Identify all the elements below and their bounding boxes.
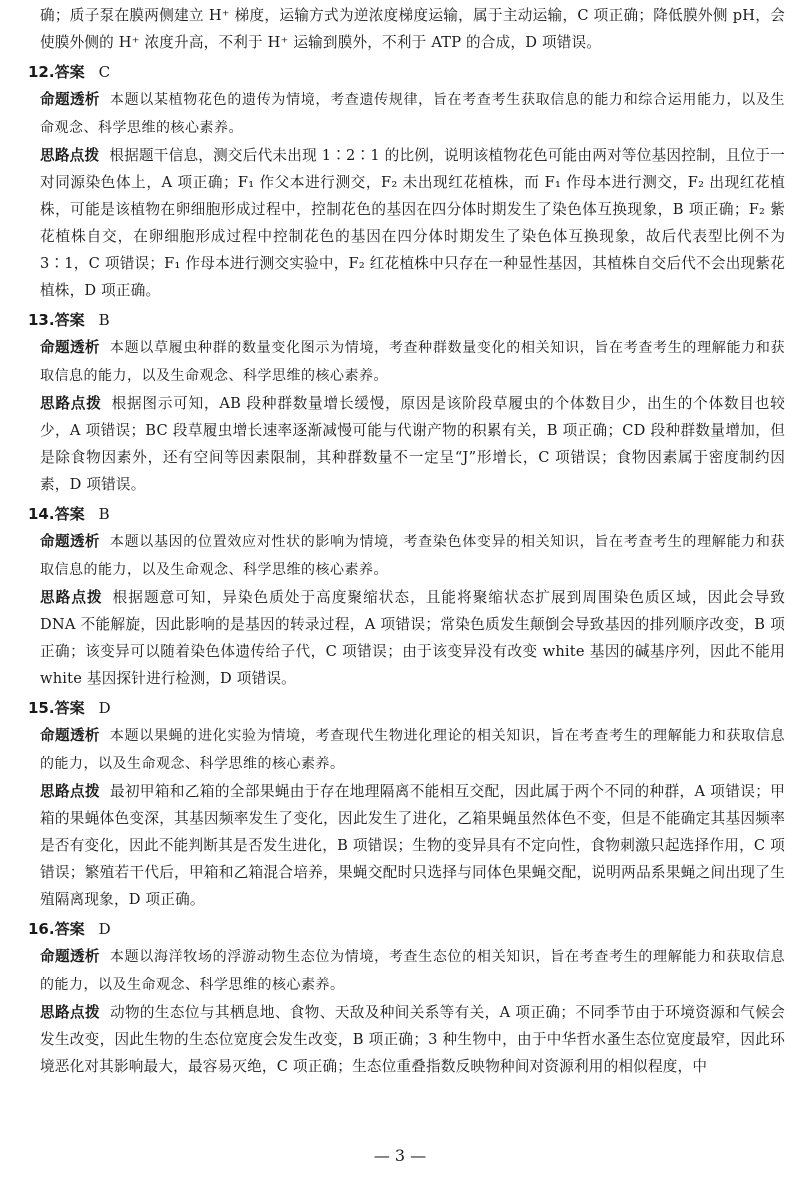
hint-label: 思路点拨 <box>40 1004 100 1021</box>
question-header <box>28 916 773 943</box>
analysis-label: 命题透析 <box>40 339 100 356</box>
answer-value: C <box>98 63 111 81</box>
question-number: 13. <box>28 311 55 329</box>
answer-label: 答案 <box>54 505 85 523</box>
hint-paragraph <box>40 584 785 692</box>
hint-paragraph <box>40 778 785 913</box>
analysis-paragraph <box>40 334 785 390</box>
page-body <box>28 2 785 1080</box>
hint-text: 根据题意可知，异染色质处于高度聚缩状态，且能将聚缩状态扩展到周围染色质区域，因此会导致 DNA 不能解旋，因此影响的是基因的转录过程，A 项错误；常染色质发生颠倒会导致基因的排列顺序改变，B 项正确；该变异可以随着染色体遗传给子代，C 项错误；由于该变异没有改变 white 基因的碱基序列，因此不能用 white 基因探针进行检测，D 项错误。 <box>40 589 785 687</box>
intro-paragraph: 确；质子泵在膜两侧建立 H⁺ 梯度，运输方式为逆浓度梯度运输，属于主动运输，C 项正确；降低膜外侧 pH，会使膜外侧的 H⁺ 浓度升高，不利于 H⁺ 运输到膜外，不利于 ATP 的合成，D 项错误。 <box>40 7 785 51</box>
hint-paragraph <box>40 142 785 304</box>
analysis-text: 本题以果蝇的进化实验为情境，考查现代生物进化理论的相关知识，旨在考查考生的理解能力和获取信息的能力，以及生命观念、科学思维的核心素养。 <box>40 728 785 772</box>
hint-text: 动物的生态位与其栖息地、食物、天敌及种间关系等有关，A 项正确；不同季节由于环境资源和气候会发生改变，因此生物的生态位宽度会发生改变，B 项正确；3 种生物中，由于中华哲水蚤生态位宽度最窄，因此环境恶化对其影响最大，最容易灭绝，C 项正确；生态位重叠指数反映物种间对资源利用的相似程度，中 <box>40 1004 785 1075</box>
hint-paragraph <box>40 999 785 1080</box>
question-header <box>28 501 773 528</box>
answer-label: 答案 <box>54 920 85 938</box>
analysis-text: 本题以草履虫种群的数量变化图示为情境，考查种群数量变化的相关知识，旨在考查考生的理解能力和获取信息的能力，以及生命观念、科学思维的核心素养。 <box>40 340 785 384</box>
analysis-label: 命题透析 <box>40 948 100 965</box>
answer-value: D <box>98 699 111 717</box>
hint-text: 根据题干信息，测交后代未出现 1∶2∶1 的比例，说明该植物花色可能由两对等位基因控制，且位于一对同源染色体上，A 项正确；F₁ 作父本进行测交，F₂ 未出现红花植株，而 F₁ 作母本进行测交，F₂ 出现红花植株，可能是该植物在卵细胞形成过程中，控制花色的基因在四分体时期发生了染色体互换现象，B 项正确；F₂ 紫花植株自交，在卵细胞形成过程中控制花色的基因在四分体时期发生了染色体互换现象，故后代表型比例不为 3∶1，C 项错误；F₁ 作母本进行测交实验中，F₂ 红花植株中只存在一种显性基因，其植株自交后代不会出现紫花植株，D 项正确。 <box>40 147 785 299</box>
hint-label: 思路点拨 <box>40 395 102 412</box>
question-block <box>28 916 785 1080</box>
question-number: 14. <box>28 505 55 523</box>
question-number: 16. <box>28 920 55 938</box>
analysis-text: 本题以基因的位置效应对性状的影响为情境，考查染色体变异的相关知识，旨在考查考生的理解能力和获取信息的能力，以及生命观念、科学思维的核心素养。 <box>40 534 785 578</box>
analysis-paragraph <box>40 86 785 142</box>
question-block <box>28 695 785 913</box>
question-header <box>28 695 773 722</box>
hint-text: 根据图示可知，AB 段种群数量增长缓慢，原因是该阶段草履虫的个体数目少，出生的个体数目也较少，A 项错误；BC 段草履虫增长速率逐渐减慢可能与代谢产物的积累有关，B 项正确；CD 段种群数量增加，但是除食物因素外，还有空间等因素限制，其种群数量不一定呈“J”形增长，C 项错误；食物因素属于密度制约因素，D 项错误。 <box>40 395 785 493</box>
analysis-paragraph <box>40 943 785 999</box>
analysis-label: 命题透析 <box>40 533 100 550</box>
question-number: 12. <box>28 63 55 81</box>
question-block <box>28 307 785 498</box>
answer-label: 答案 <box>54 311 85 329</box>
hint-paragraph <box>40 390 785 498</box>
analysis-paragraph <box>40 528 785 584</box>
analysis-label: 命题透析 <box>40 727 100 744</box>
answer-value: D <box>98 920 111 938</box>
analysis-label: 命题透析 <box>40 91 100 108</box>
analysis-text: 本题以海洋牧场的浮游动物生态位为情境，考查生态位的相关知识，旨在考查考生的理解能力和获取信息的能力，以及生命观念、科学思维的核心素养。 <box>40 949 785 993</box>
answer-label: 答案 <box>54 699 85 717</box>
answer-value: B <box>98 311 110 329</box>
question-header <box>28 307 773 334</box>
question-block <box>28 59 785 304</box>
hint-label: 思路点拨 <box>40 783 100 800</box>
question-header <box>28 59 773 86</box>
page-number: — 3 — <box>373 1146 427 1165</box>
hint-label: 思路点拨 <box>40 589 103 606</box>
question-number: 15. <box>28 699 55 717</box>
question-list <box>28 59 785 1080</box>
question-block <box>28 501 785 692</box>
analysis-text: 本题以某植物花色的遗传为情境，考查遗传规律，旨在考查考生获取信息的能力和综合运用能力，以及生命观念、科学思维的核心素养。 <box>40 92 785 136</box>
hint-label: 思路点拨 <box>40 147 100 164</box>
analysis-paragraph <box>40 722 785 778</box>
answer-label: 答案 <box>54 63 85 81</box>
hint-text: 最初甲箱和乙箱的全部果蝇由于存在地理隔离不能相互交配，因此属于两个不同的种群，A 项错误；甲箱的果蝇体色变深，其基因频率发生了变化，因此发生了进化，乙箱果蝇虽然体色不变，但是不能确定其基因频率是否有变化，因此不能判断其是否发生进化，B 项错误；生物的变异具有不定向性，食物刺激只起选择作用，C 项错误；繁殖若干代后，甲箱和乙箱混合培养，果蝇交配时只选择与同体色果蝇交配，说明两品系果蝇之间出现了生殖隔离现象，D 项正确。 <box>40 783 785 908</box>
answer-value: B <box>98 505 110 523</box>
